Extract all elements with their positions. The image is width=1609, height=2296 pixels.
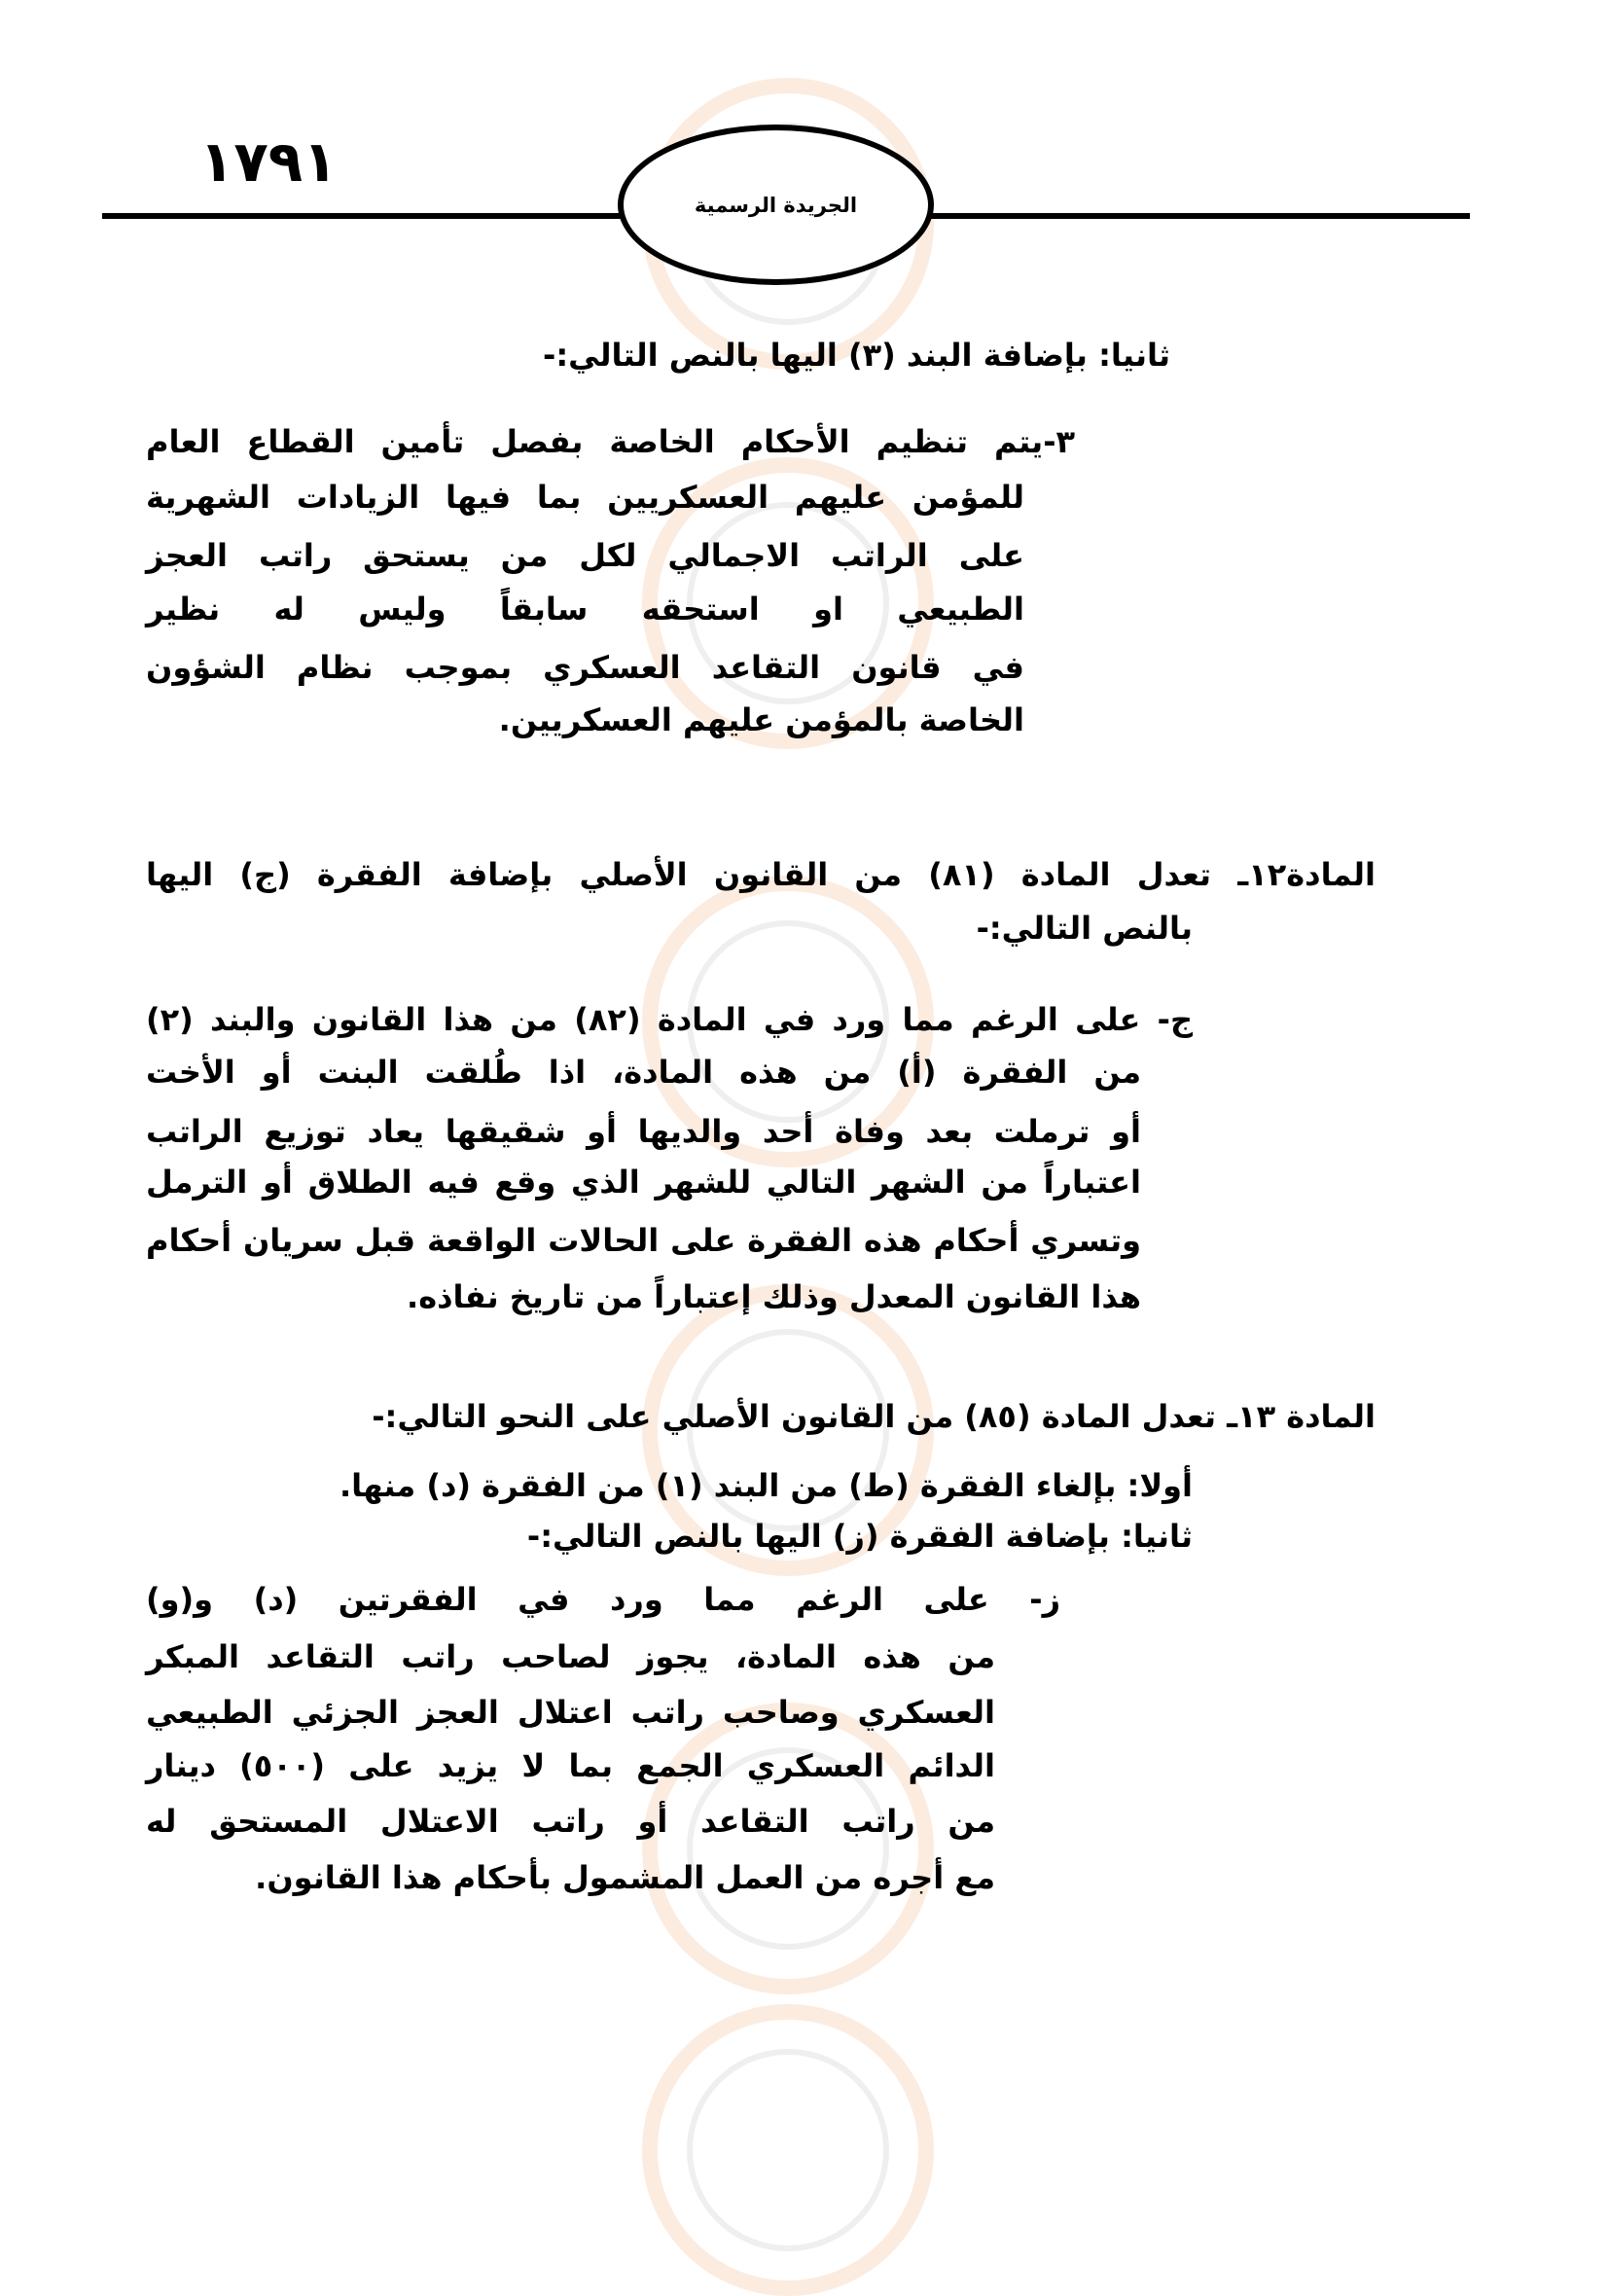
watermark-clock-icon — [642, 2004, 934, 2296]
paragraph-line: ج- على الرغم مما ورد في المادة (٨٢) من هذا القانون والبند (٢) — [146, 1001, 1194, 1038]
paragraph-line: أو ترملت بعد وفاة أحد والديها أو شقيقها يعاد توزيع الراتب — [146, 1113, 1141, 1150]
paragraph-line: في قانون التقاعد العسكري بموجب نظام الشؤون — [146, 649, 1024, 686]
paragraph-line: من الفقرة (أ) من هذه المادة، اذا طُلقت البنت أو الأخت — [146, 1054, 1141, 1091]
paragraph-line: مع أجره من العمل المشمول بأحكام هذا القانون. — [255, 1859, 995, 1896]
paragraph-line: للمؤمن عليهم العسكريين بما فيها الزيادات الشهرية — [146, 479, 1024, 516]
paragraph-line: على الراتب الاجمالي لكل من يستحق راتب العجز — [146, 537, 1024, 574]
paragraph-line: اعتباراً من الشهر التالي للشهر الذي وقع فيه الطلاق أو الترمل — [146, 1164, 1141, 1201]
section-heading: ثانيا: بإضافة البند (٣) اليها بالنص التالي:- — [543, 337, 1170, 374]
paragraph-line: وتسري أحكام هذه الفقرة على الحالات الواقعة قبل سريان أحكام — [146, 1222, 1141, 1259]
paragraph-line: ٣-يتم تنظيم الأحكام الخاصة بفصل تأمين القطاع العام — [146, 423, 1075, 460]
article-13-first: أولا: بإلغاء الفقرة (ط) من البند (١) من الفقرة (د) منها. — [340, 1467, 1193, 1504]
article-12-heading: المادة١٢ـ تعدل المادة (٨١) من القانون الأصلي بإضافة الفقرة (ج) اليها — [146, 856, 1377, 893]
paragraph-line: الخاصة بالمؤمن عليهم العسكريين. — [498, 701, 1024, 738]
paragraph-line: من هذه المادة، يجوز لصاحب راتب التقاعد المبكر — [146, 1638, 995, 1675]
paragraph-line: العسكري وصاحب راتب اعتلال العجز الجزئي الطبيعي — [146, 1694, 995, 1731]
paragraph-line: الدائم العسكري الجمع بما لا يزيد على (٥٠٠) دينار — [146, 1747, 996, 1784]
page-number: ١٧٩١ — [199, 128, 338, 195]
gazette-title: الجريدة الرسمية — [694, 193, 858, 217]
article-12-heading-cont: بالنص التالي:- — [976, 910, 1193, 947]
paragraph-line: هذا القانون المعدل وذلك إعتباراً من تاريخ نفاذه. — [407, 1278, 1141, 1315]
gazette-title-oval — [618, 125, 934, 285]
paragraph-line: الطبيعي او استحقه سابقاً وليس له نظير — [146, 591, 1024, 628]
article-13-heading: المادة ١٣ـ تعدل المادة (٨٥) من القانون الأصلي على النحو التالي:- — [372, 1398, 1376, 1435]
article-13-second: ثانيا: بإضافة الفقرة (ز) اليها بالنص التالي:- — [526, 1518, 1193, 1555]
paragraph-line: من راتب التقاعد أو راتب الاعتلال المستحق له — [146, 1803, 995, 1840]
paragraph-line: ز- على الرغم مما ورد في الفقرتين (د) و(و) — [146, 1581, 1060, 1618]
